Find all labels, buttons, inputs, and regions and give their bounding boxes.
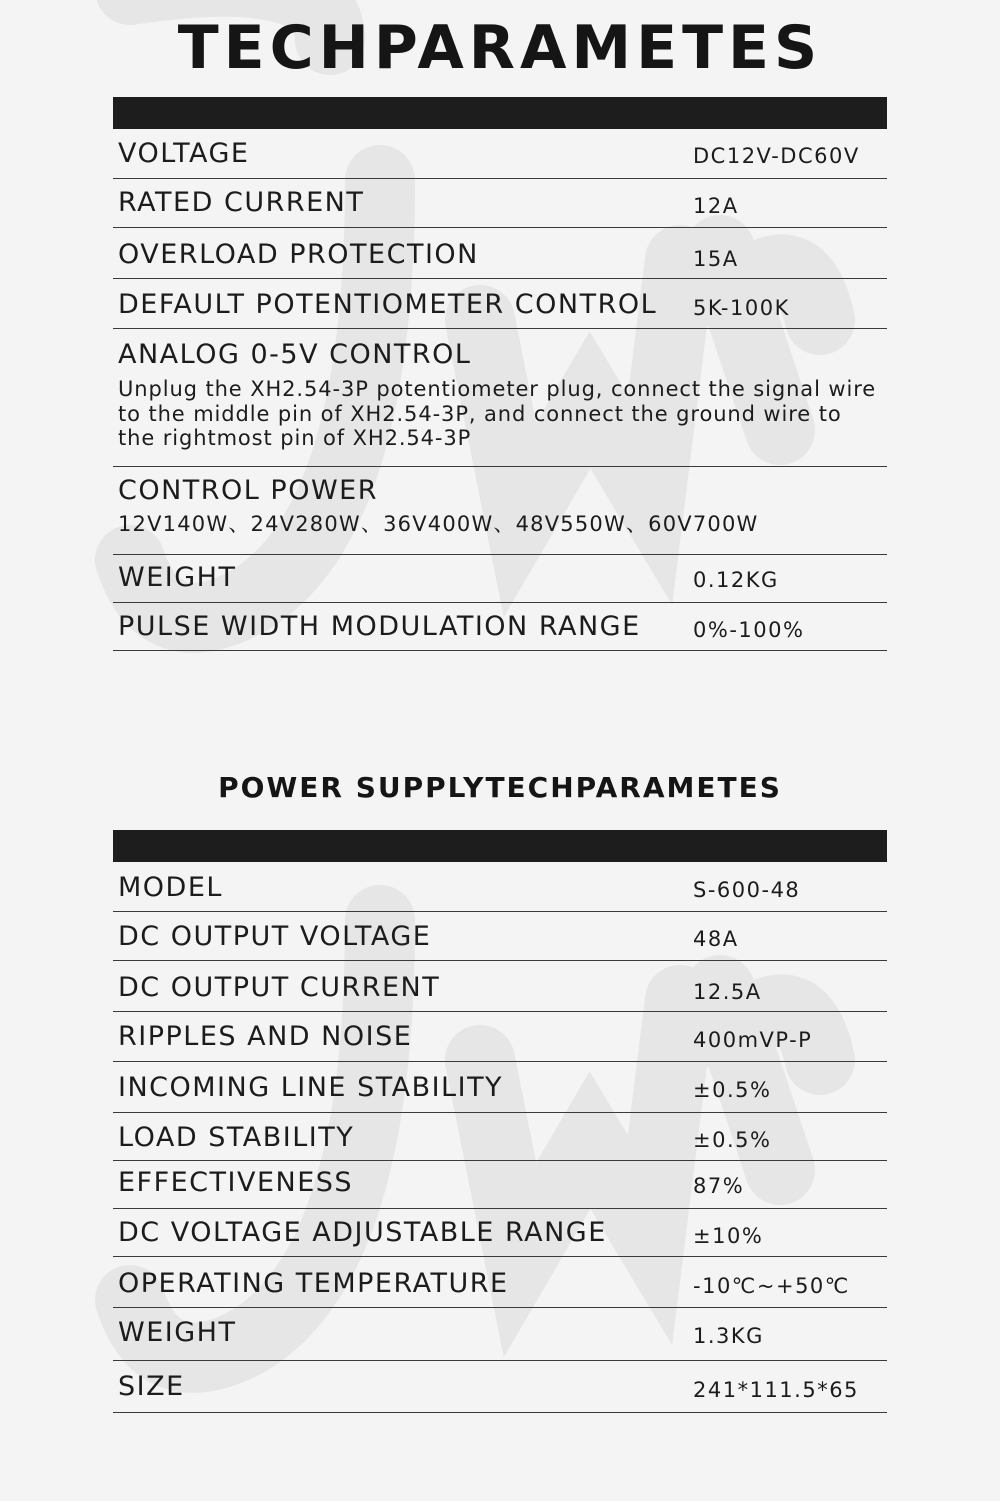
- spec-value: ±0.5%: [693, 1078, 772, 1102]
- spec-label: MODEL: [118, 872, 223, 903]
- spec-label: SIZE: [118, 1371, 185, 1402]
- spec-row-default-potentiometer-control: [113, 279, 887, 329]
- spec-value: 0%-100%: [693, 618, 805, 642]
- spec-row-weight: [113, 1308, 887, 1361]
- spec-label: DC OUTPUT VOLTAGE: [118, 921, 432, 952]
- power-supply-spec-table: [113, 830, 887, 1413]
- spec-row-size: [113, 1361, 887, 1413]
- spec-value: 12.5A: [693, 980, 762, 1004]
- spec-row-dc-voltage-adjustable-range: [113, 1209, 887, 1257]
- spec-label: VOLTAGE: [118, 138, 250, 169]
- spec-label: WEIGHT: [118, 1317, 237, 1348]
- spec-row-voltage: [113, 129, 887, 179]
- section-title: POWER SUPPLYTECHPARAMETES: [218, 771, 782, 804]
- spec-value: DC12V-DC60V: [693, 144, 860, 168]
- spec-label: CONTROL POWER: [118, 475, 378, 506]
- spec-label: DEFAULT POTENTIOMETER CONTROL: [118, 289, 658, 320]
- spec-row-analog-control: [113, 329, 887, 467]
- spec-label: INCOMING LINE STABILITY: [118, 1072, 504, 1103]
- spec-label: EFFECTIVENESS: [118, 1167, 354, 1198]
- spec-row-weight: [113, 555, 887, 603]
- spec-label: DC VOLTAGE ADJUSTABLE RANGE: [118, 1217, 607, 1248]
- spec-label: WEIGHT: [118, 562, 237, 593]
- spec-label: PULSE WIDTH MODULATION RANGE: [118, 611, 641, 642]
- spec-value: 0.12KG: [693, 568, 779, 592]
- spec-value: 1.3KG: [693, 1324, 764, 1348]
- spec-row-operating-temperature: [113, 1257, 887, 1308]
- spec-row-ripples-and-noise: [113, 1012, 887, 1062]
- table-header-bar: [113, 830, 887, 862]
- spec-value: -10℃~+50℃: [693, 1274, 850, 1298]
- spec-label: ANALOG 0-5V CONTROL: [118, 339, 472, 370]
- spec-description: 12V140W、24V280W、36V400W、48V550W、60V700W: [118, 512, 759, 536]
- spec-row-dc-output-current: [113, 961, 887, 1012]
- spec-value: 400mVP-P: [693, 1028, 813, 1052]
- table-header-bar: [113, 97, 887, 129]
- spec-row-effectiveness: [113, 1161, 887, 1209]
- spec-value: 5K-100K: [693, 296, 790, 320]
- controller-spec-table: [113, 97, 887, 651]
- spec-row-load-stability: [113, 1113, 887, 1161]
- spec-value: 15A: [693, 247, 739, 271]
- spec-row-dc-output-voltage: [113, 912, 887, 961]
- spec-row-pwm-range: [113, 603, 887, 651]
- spec-description: Unplug the XH2.54-3P potentiometer plug, connect the signal wire to the middle pin of XH2.54-3P, and connect the ground wire to the rightmost pin of XH2.54-3P: [118, 377, 877, 450]
- spec-label: RIPPLES AND NOISE: [118, 1021, 413, 1052]
- spec-label: OPERATING TEMPERATURE: [118, 1268, 509, 1299]
- spec-value: S-600-48: [693, 878, 801, 902]
- spec-label: OVERLOAD PROTECTION: [118, 239, 479, 270]
- spec-value: 12A: [693, 194, 739, 218]
- spec-label: DC OUTPUT CURRENT: [118, 972, 441, 1003]
- spec-value: 241*111.5*65: [693, 1378, 859, 1402]
- spec-row-control-power: [113, 467, 887, 555]
- spec-label: RATED CURRENT: [118, 187, 365, 218]
- spec-row-overload-protection: [113, 228, 887, 279]
- spec-label: LOAD STABILITY: [118, 1122, 355, 1153]
- spec-row-incoming-line-stability: [113, 1062, 887, 1113]
- spec-value: 48A: [693, 927, 739, 951]
- spec-value: ±10%: [693, 1224, 764, 1248]
- page-title: TECHPARAMETES: [177, 13, 823, 83]
- spec-row-rated-current: [113, 179, 887, 228]
- spec-value: ±0.5%: [693, 1128, 772, 1152]
- spec-row-model: [113, 862, 887, 912]
- spec-value: 87%: [693, 1174, 745, 1198]
